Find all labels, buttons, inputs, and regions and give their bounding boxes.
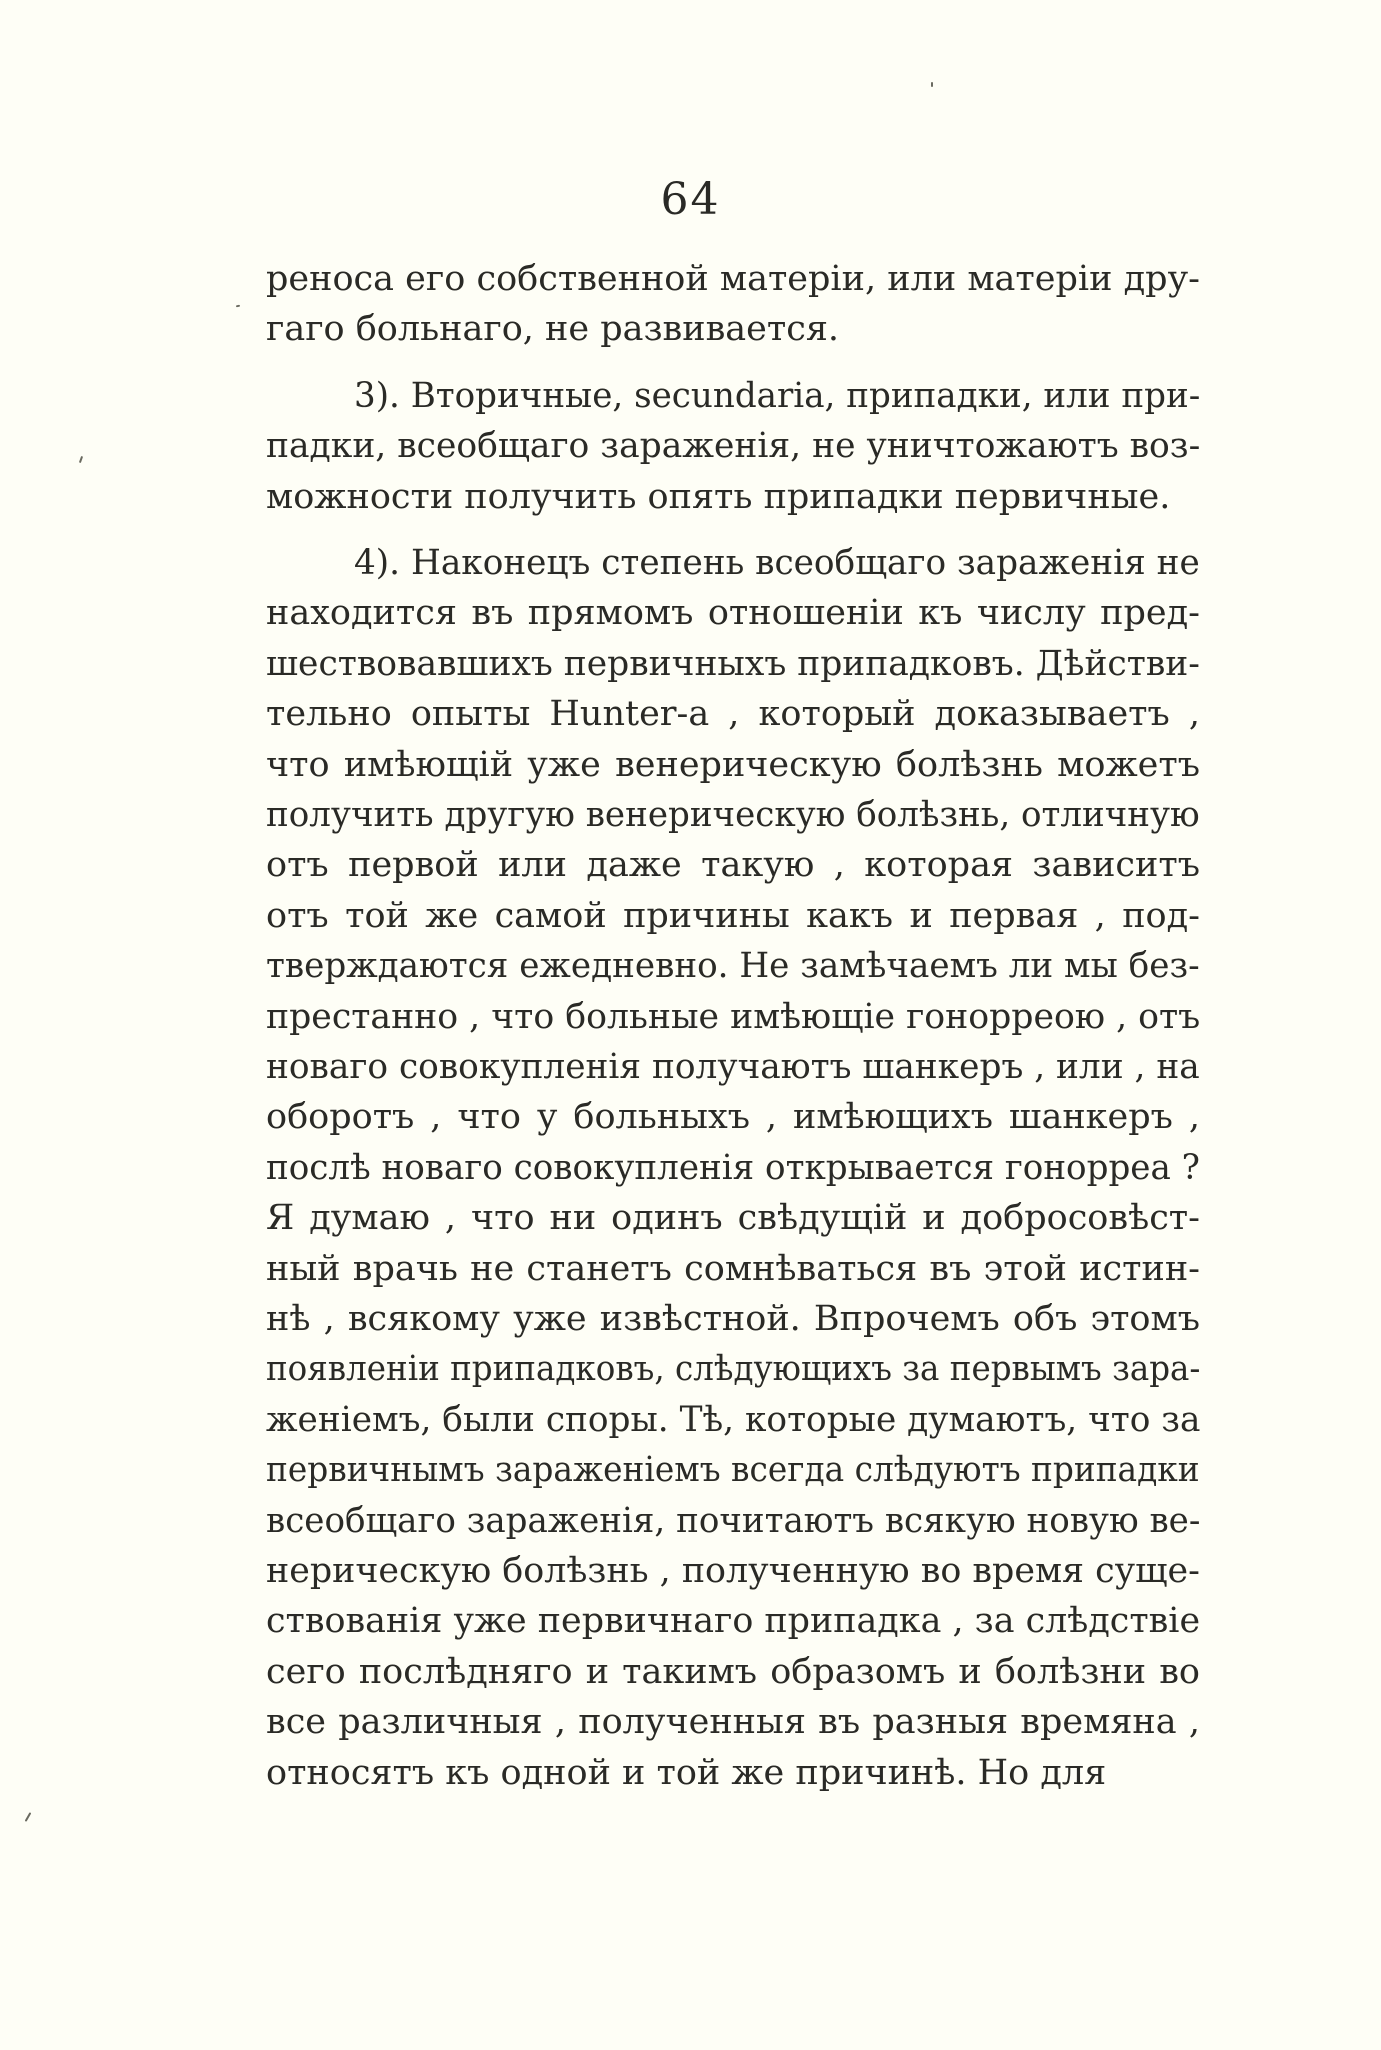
text-line: отъ той же самой причины какъ и первая , под- bbox=[266, 896, 1200, 936]
text-line: что имѣющій уже венерическую болѣзнь можетъ bbox=[266, 745, 1200, 785]
text-line: гаго больнаго, не развивается. bbox=[266, 309, 840, 349]
text-line: Я думаю , что ни одинъ свѣдущій и добросовѣст- bbox=[266, 1198, 1200, 1238]
page-number: 64 bbox=[660, 174, 721, 225]
text-line: престанно , что больные имѣющіе гонорреою , отъ bbox=[266, 997, 1201, 1037]
text-line: находится въ прямомъ отношеніи къ числу пред- bbox=[266, 593, 1200, 633]
text-line: падки, всеобщаго зараженія, не уничтожаютъ воз- bbox=[266, 426, 1201, 466]
text-line: отъ первой или даже такую , которая зависитъ bbox=[266, 845, 1200, 885]
text-line: появленіи припадковъ, слѣдующихъ за первымъ зара- bbox=[266, 1349, 1201, 1389]
text-line: нерическую болѣзнь , полученную во время суще- bbox=[266, 1551, 1200, 1591]
text-line: оборотъ , что у больныхъ , имѣющихъ шанкеръ , bbox=[266, 1097, 1200, 1137]
text-line: ствованія уже первичнаго припадка , за слѣдствіе bbox=[266, 1601, 1201, 1641]
text-line: нѣ , всякому уже извѣстной. Впрочемъ объ этомъ bbox=[266, 1299, 1200, 1339]
paper-speck bbox=[931, 82, 933, 87]
text-line: ный врачь не станетъ сомнѣваться въ этой истин- bbox=[266, 1249, 1200, 1289]
text-line: всеобщаго зараженія, почитаютъ всякую новую ве- bbox=[266, 1501, 1201, 1541]
text-line: получить другую венерическую болѣзнь, отличную bbox=[266, 795, 1200, 835]
text-line: 3). Вторичные, secundaria, припадки, или при- bbox=[354, 376, 1201, 416]
paper-speck bbox=[236, 305, 240, 308]
text-line: все различныя , полученныя въ разныя времяна , bbox=[266, 1702, 1200, 1742]
paper-speck bbox=[25, 1812, 32, 1822]
text-line: можности получить опять припадки первичные. bbox=[266, 477, 1171, 517]
text-line: сего послѣдняго и такимъ образомъ и болѣзни во bbox=[266, 1652, 1200, 1692]
text-line: тверждаются ежедневно. Не замѣчаемъ ли мы без- bbox=[266, 946, 1200, 986]
text-line: шествовавшихъ первичныхъ припадковъ. Дѣйстви- bbox=[266, 644, 1200, 684]
text-line: первичнымъ зараженіемъ всегда слѣдуютъ припадки bbox=[266, 1450, 1200, 1490]
text-line: относятъ къ одной и той же причинѣ. Но для bbox=[266, 1753, 1107, 1793]
text-line: новаго совокупленія получаютъ шанкеръ , или , на bbox=[266, 1047, 1200, 1087]
text-line: 4). Наконецъ степень всеобщаго зараженія не bbox=[354, 543, 1200, 583]
paper-speck bbox=[79, 456, 83, 463]
text-line: тельно опыты Hunter-а , который доказываетъ , bbox=[266, 694, 1200, 734]
text-line: женіемъ, были споры. Тѣ, которые думаютъ, что за bbox=[266, 1400, 1201, 1440]
text-line: реноса его собственной матеріи, или матеріи дру- bbox=[266, 259, 1200, 299]
text-line: послѣ новаго совокупленія открывается гонорреа ? bbox=[266, 1148, 1200, 1188]
